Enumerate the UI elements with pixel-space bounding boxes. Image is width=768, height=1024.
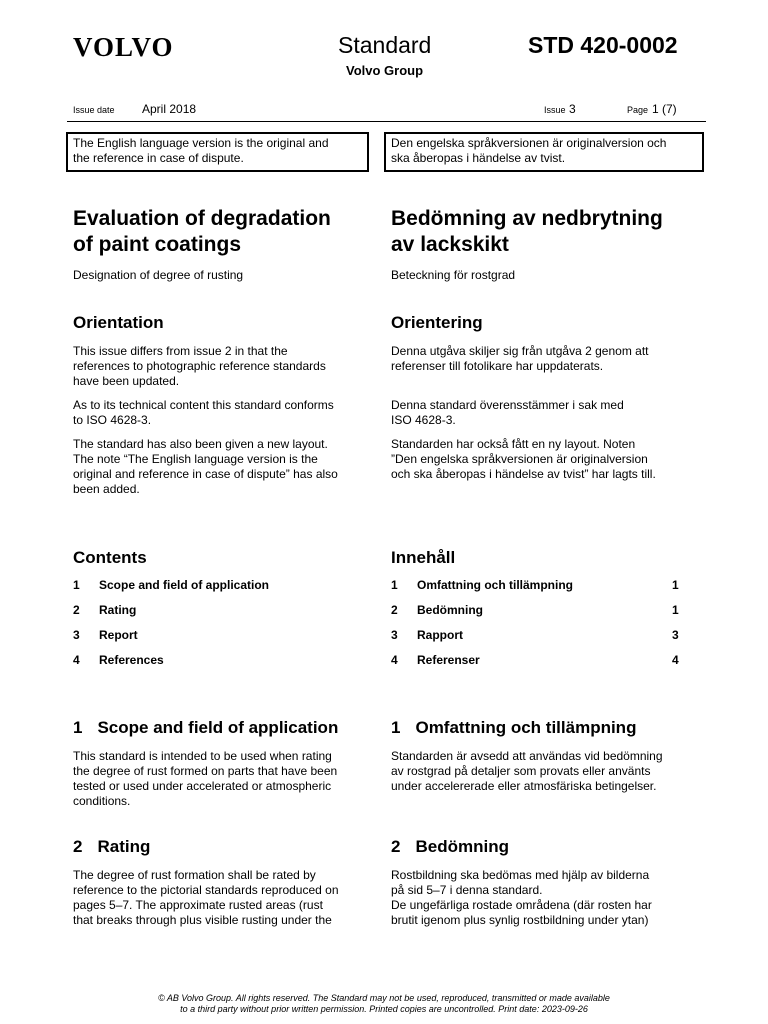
title-sv-line2: av lackskikt — [391, 233, 509, 256]
section-number: 1 — [391, 718, 401, 737]
text-line: av rostgrad på detaljer som provats eller använts — [391, 764, 651, 778]
text-line: This standard is intended to be used when rating — [73, 749, 332, 763]
section-title: Scope and field of application — [97, 718, 339, 737]
notice-sv-line2: ska åberopas i händelse av tvist. — [391, 151, 566, 165]
toc-sv — [391, 578, 701, 673]
text-line: De ungefärliga rostade områdena (där rosten har — [391, 898, 652, 912]
title-en-line2: of paint coatings — [73, 233, 241, 256]
orientation-para3-en — [73, 437, 368, 497]
toc-label: Rapport — [417, 628, 463, 642]
orientation-para1-sv — [391, 344, 701, 374]
rating-heading-sv — [391, 837, 701, 857]
toc-number: 1 — [73, 578, 80, 592]
text-line: tested or used under accelerated or atmospheric — [73, 779, 332, 793]
text-line: original and reference in case of dispute” has also — [73, 467, 338, 481]
orientation-para1-en — [73, 344, 368, 389]
toc-page: 4 — [672, 653, 679, 667]
notice-sv-line1: Den engelska språkversionen är originalversion och — [391, 136, 667, 150]
section-title: Bedömning — [415, 837, 509, 856]
page-label: Page — [627, 105, 649, 115]
toc-number: 2 — [73, 603, 80, 617]
section-title: Rating — [97, 837, 151, 856]
language-notice-sv — [384, 132, 704, 172]
title-en-line1: Evaluation of degradation — [73, 207, 331, 230]
contents-heading-sv: Innehåll — [391, 548, 456, 567]
text-line: The note “The English language version is the — [73, 452, 318, 466]
text-line: under accelererade eller atmosfäriska betingelser. — [391, 779, 657, 793]
text-line: referenser till fotolikare har uppdaterats. — [391, 359, 604, 373]
title-sv — [391, 206, 701, 258]
text-line: have been updated. — [73, 374, 180, 388]
orientation-para2-sv — [391, 398, 701, 428]
footer-line1: © AB Volvo Group. All rights reserved. The Standard may not be used, reproduced, transmitted or made available — [158, 993, 610, 1003]
toc-label: References — [99, 653, 164, 667]
text-line: pages 5–7. The approximate rusted areas (rust — [73, 898, 323, 912]
volvo-logo: VOLVO — [73, 32, 174, 62]
toc-number: 1 — [391, 578, 398, 592]
document-id: STD 420-0002 — [528, 32, 678, 58]
issue-label: Issue — [544, 105, 566, 115]
section-number: 2 — [73, 837, 83, 856]
text-line: Denna utgåva skiljer sig från utgåva 2 genom att — [391, 344, 649, 358]
text-line: the degree of rust formed on parts that have been — [73, 764, 338, 778]
text-line: ”Den engelska språkversionen är originalversion — [391, 452, 648, 466]
toc-label: Bedömning — [417, 603, 483, 617]
orientation-para2-en — [73, 398, 368, 428]
text-line: Standarden är avsedd att användas vid bedömning — [391, 749, 663, 763]
section-number: 2 — [391, 837, 401, 856]
text-line: brutit igenom plus synlig rostbildning under ytan) — [391, 913, 649, 927]
rating-heading-en — [73, 837, 368, 857]
notice-en-line2: the reference in case of dispute. — [73, 151, 244, 165]
toc-label: Rating — [99, 603, 137, 617]
scope-heading-en — [73, 718, 368, 738]
text-line: och ska åberopas i händelse av tvist” har lagts till. — [391, 467, 656, 481]
scope-text-en — [73, 749, 368, 809]
toc-label: Report — [99, 628, 138, 642]
orientation-heading-en: Orientation — [73, 313, 164, 332]
issue-date-value: April 2018 — [142, 102, 197, 116]
toc-label: Referenser — [417, 653, 480, 667]
issue-number: 3 — [569, 102, 576, 116]
language-notice-en — [66, 132, 369, 172]
text-line: reference to the pictorial standards reproduced on — [73, 883, 339, 897]
toc-number: 3 — [391, 628, 398, 642]
orientation-para3-sv — [391, 437, 701, 482]
text-line: conditions. — [73, 794, 131, 808]
toc-number: 2 — [391, 603, 398, 617]
toc-en — [73, 578, 368, 673]
footer-line2: to a third party without prior written permission. Printed copies are uncontrolled. Print date: 2023-09-26 — [180, 1004, 588, 1014]
text-line: to ISO 4628-3. — [73, 413, 152, 427]
title-sv-line1: Bedömning av nedbrytning — [391, 207, 663, 230]
text-line: på sid 5–7 i denna standard. — [391, 883, 543, 897]
document-group: Volvo Group — [346, 63, 424, 78]
text-line: As to its technical content this standard conforms — [73, 398, 334, 412]
toc-page: 1 — [672, 603, 679, 617]
text-line: The degree of rust formation shall be rated by — [73, 868, 316, 882]
orientation-heading-sv: Orientering — [391, 313, 483, 332]
scope-text-sv — [391, 749, 701, 794]
toc-page: 3 — [672, 628, 679, 642]
text-line: ISO 4628-3. — [391, 413, 456, 427]
section-title: Omfattning och tillämpning — [415, 718, 637, 737]
contents-heading-en: Contents — [73, 548, 147, 567]
toc-label: Omfattning och tillämpning — [417, 578, 573, 592]
subtitle-sv: Beteckning för rostgrad — [391, 268, 516, 282]
toc-page: 1 — [672, 578, 679, 592]
text-line: that breaks through plus visible rusting under the — [73, 913, 332, 927]
text-line: references to photographic reference standards — [73, 359, 326, 373]
text-line: been added. — [73, 482, 140, 496]
subtitle-en: Designation of degree of rusting — [73, 268, 244, 282]
rating-text-en — [73, 868, 368, 928]
toc-number: 4 — [73, 653, 80, 667]
page-value: 1 (7) — [652, 102, 677, 116]
text-line: Denna standard överensstämmer i sak med — [391, 398, 624, 412]
issue-date-label: Issue date — [73, 105, 115, 115]
toc-label: Scope and field of application — [99, 578, 270, 592]
rating-text-sv — [391, 868, 701, 928]
copyright-footer — [0, 993, 768, 1015]
section-number: 1 — [73, 718, 83, 737]
notice-en-line1: The English language version is the original and — [73, 136, 329, 150]
text-line: Standarden har också fått en ny layout. Noten — [391, 437, 636, 451]
document-type: Standard — [338, 32, 432, 58]
text-line: The standard has also been given a new layout. — [73, 437, 328, 451]
title-en — [73, 206, 368, 258]
toc-number: 3 — [73, 628, 80, 642]
header-rule — [67, 121, 706, 122]
scope-heading-sv — [391, 718, 701, 738]
text-line: This issue differs from issue 2 in that the — [73, 344, 288, 358]
toc-number: 4 — [391, 653, 398, 667]
text-line: Rostbildning ska bedömas med hjälp av bilderna — [391, 868, 650, 882]
